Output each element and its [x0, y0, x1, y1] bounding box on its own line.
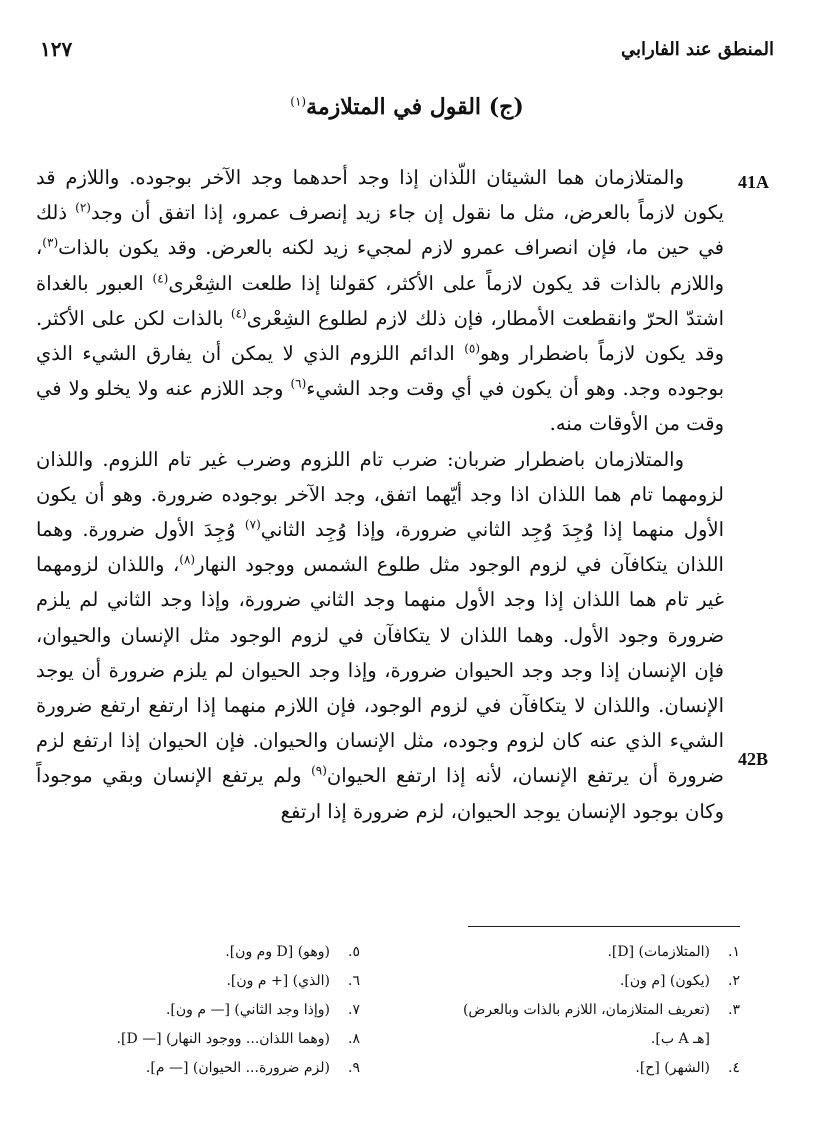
footnote-text: (وهو) [D وم ون]. [225, 944, 330, 960]
p1-text-5: بالذات لكن على الأكثر. وقد يكون لازماً باضطرار وهو [36, 306, 724, 366]
footnote-number: ٨. [348, 1031, 360, 1047]
running-title: المنطق عند الفارابي [620, 38, 774, 60]
footnote-3 [390, 996, 740, 1025]
body-text [36, 160, 724, 829]
footnote-number: ٩. [348, 1060, 360, 1076]
footnote-ref-8: (٨) [179, 552, 196, 567]
section-title [0, 94, 814, 120]
p2-text-3: ، واللذان لزومهما غير تام هما اللذان إذا وجد الأول منهما وجد الثاني ضرورة، وإذا وجد الثاني لم يلزم ضرورة وجود الأول. وهما اللذان لا يتكافآن في لزوم الوجود مثل الإنسان والحيوان، فإن الإنسان إذا وجد وجد الحيوان ضرورة، وإذا وجد الحيوان لم يلزم ضرورة أن يوجد الإنسان. واللذان لا يتكافآن في لزوم الوجود، فإن اللازم منهما إذا ارتفع ارتفع ضرورة الشيء الذي عنه كان لزوم وجوده، مثل الإنسان والحيوان. فإن الحيوان إذا ارتفع لزم ضرورة أن يرتفع الإنسان، لأنه إذا ارتفع الحيوان [36, 553, 724, 788]
footnote-ref-2: (٢) [75, 200, 91, 215]
footnote-ref-6: (٦) [290, 376, 307, 391]
footnote-text: (وإذا وجد الثاني) [— م ون]. [165, 1002, 330, 1018]
footnote-text: (الذي) [+ م ون]. [226, 973, 330, 989]
footnote-ref-7: (٧) [244, 517, 261, 532]
p1-text-7: وجد اللازم عنه ولا يخلو ولا في وقت من الأوقات منه. [36, 377, 724, 436]
footnote-number [710, 1025, 740, 1054]
footnotes-column-right [390, 938, 740, 1083]
margin-ref-42b: 42B [738, 749, 769, 769]
footnote-number: ٦. [348, 973, 360, 989]
footnote-8 [40, 1025, 360, 1054]
p1-text-4: العبور بالغداة اشتدّ الحرّ وانقطعت الأمطار، فإن ذلك لازم لطلوع الشِعْرى [36, 271, 724, 330]
footnote-number: ٢. [728, 973, 740, 989]
footnote-text: (يكون) [م ون]. [619, 973, 710, 989]
footnotes-column-left [40, 938, 360, 1083]
footnote-7 [40, 996, 360, 1025]
footnote-ref-4b: (٤) [230, 306, 247, 321]
footnote-text: (وهما اللذان... ووجود النهار) [— D]. [116, 1031, 330, 1047]
margin-ref-41a: 41A [738, 172, 769, 192]
footnote-1 [390, 938, 740, 967]
footnote-text: [هـ A ب]. [650, 1031, 710, 1047]
footnote-number: ٥. [348, 944, 360, 960]
footnote-3-continued [390, 1025, 740, 1054]
p1-text-6: الدائم اللزوم الذي لا يمكن أن يفارق الشيء الذي بوجوده وجد. وهو أن يكون في أي وقت وجد الشيء [36, 342, 724, 401]
footnote-2 [390, 967, 740, 996]
footnote-ref-4a: (٤) [152, 271, 169, 286]
p2-text-1: والمتلازمان باضطرار ضربان: ضرب تام اللزوم وضرب غير تام اللزوم. واللذان لزومهما تام هما اللذان اذا وجد أيّهما اتفق، وجد الآخر بوجوده ضرورة. وهو أن يكون الأول منهما إذا وُجِدَ وُجِد الثاني ضرورة، وإذا وُجِد الثاني [36, 447, 724, 542]
footnote-9 [40, 1054, 360, 1083]
section-title-text: (ج) القول في المتلازمة [306, 94, 524, 120]
footnote-number: ٤. [728, 1060, 740, 1076]
footnote-ref-9: (٩) [311, 763, 327, 778]
paragraph-1 [36, 160, 724, 442]
running-header [40, 34, 774, 64]
footnote-text: (تعريف المتلازمان، اللازم بالذات وبالعرض) [462, 1002, 710, 1018]
p2-text-4: ولم يرتفع الإنسان وبقي موجوداً وكان بوجود الإنسان يوجد الحيوان، لزم ضرورة إذا ارتفع [36, 764, 724, 823]
p1-text-2: ذلك في حين ما، فإن انصراف عمرو لازم لمجيء زيد لكنه بالعرض. وقد يكون بالذات [36, 201, 724, 260]
p2-text-2: وُجِدَ الأول ضرورة. وهما اللذان يتكافآن في لزوم الوجود مثل طلوع الشمس ووجود النهار [36, 518, 724, 577]
footnote-separator [468, 926, 740, 927]
footnote-ref-3: (٣) [42, 235, 59, 250]
footnote-4 [390, 1054, 740, 1083]
p1-text-3: ، واللازم بالذات قد يكون لازماً على الأكثر، كقولنا إذا طلعت الشِعْرى [36, 236, 724, 295]
footnote-text: (لزم ضرورة... الحيوان) [— م]. [145, 1060, 330, 1076]
paragraph-2 [36, 442, 724, 829]
footnote-text: (المتلازمات) [D]. [607, 944, 710, 960]
footnote-5 [40, 938, 360, 967]
footnote-ref-5: (٥) [464, 341, 481, 356]
page-number: ١٢٧ [40, 37, 73, 61]
footnote-text: (الشهر) [ح]. [635, 1060, 710, 1076]
footnote-6 [40, 967, 360, 996]
footnotes [40, 938, 740, 1088]
footnote-number: ٧. [348, 1002, 360, 1018]
footnote-number: ٣. [728, 1002, 740, 1018]
section-title-footnote-ref: (١) [290, 94, 307, 109]
p1-text-1: والمتلازمان هما الشيئان اللّذان إذا وجد أحدهما وجد الآخر بوجوده. واللازم قد يكون لازماً بالعرض، مثل ما نقول إن جاء زيد إنصرف عمرو، إذا اتفق أن وجد [36, 166, 724, 225]
footnote-number: ١. [728, 944, 740, 960]
